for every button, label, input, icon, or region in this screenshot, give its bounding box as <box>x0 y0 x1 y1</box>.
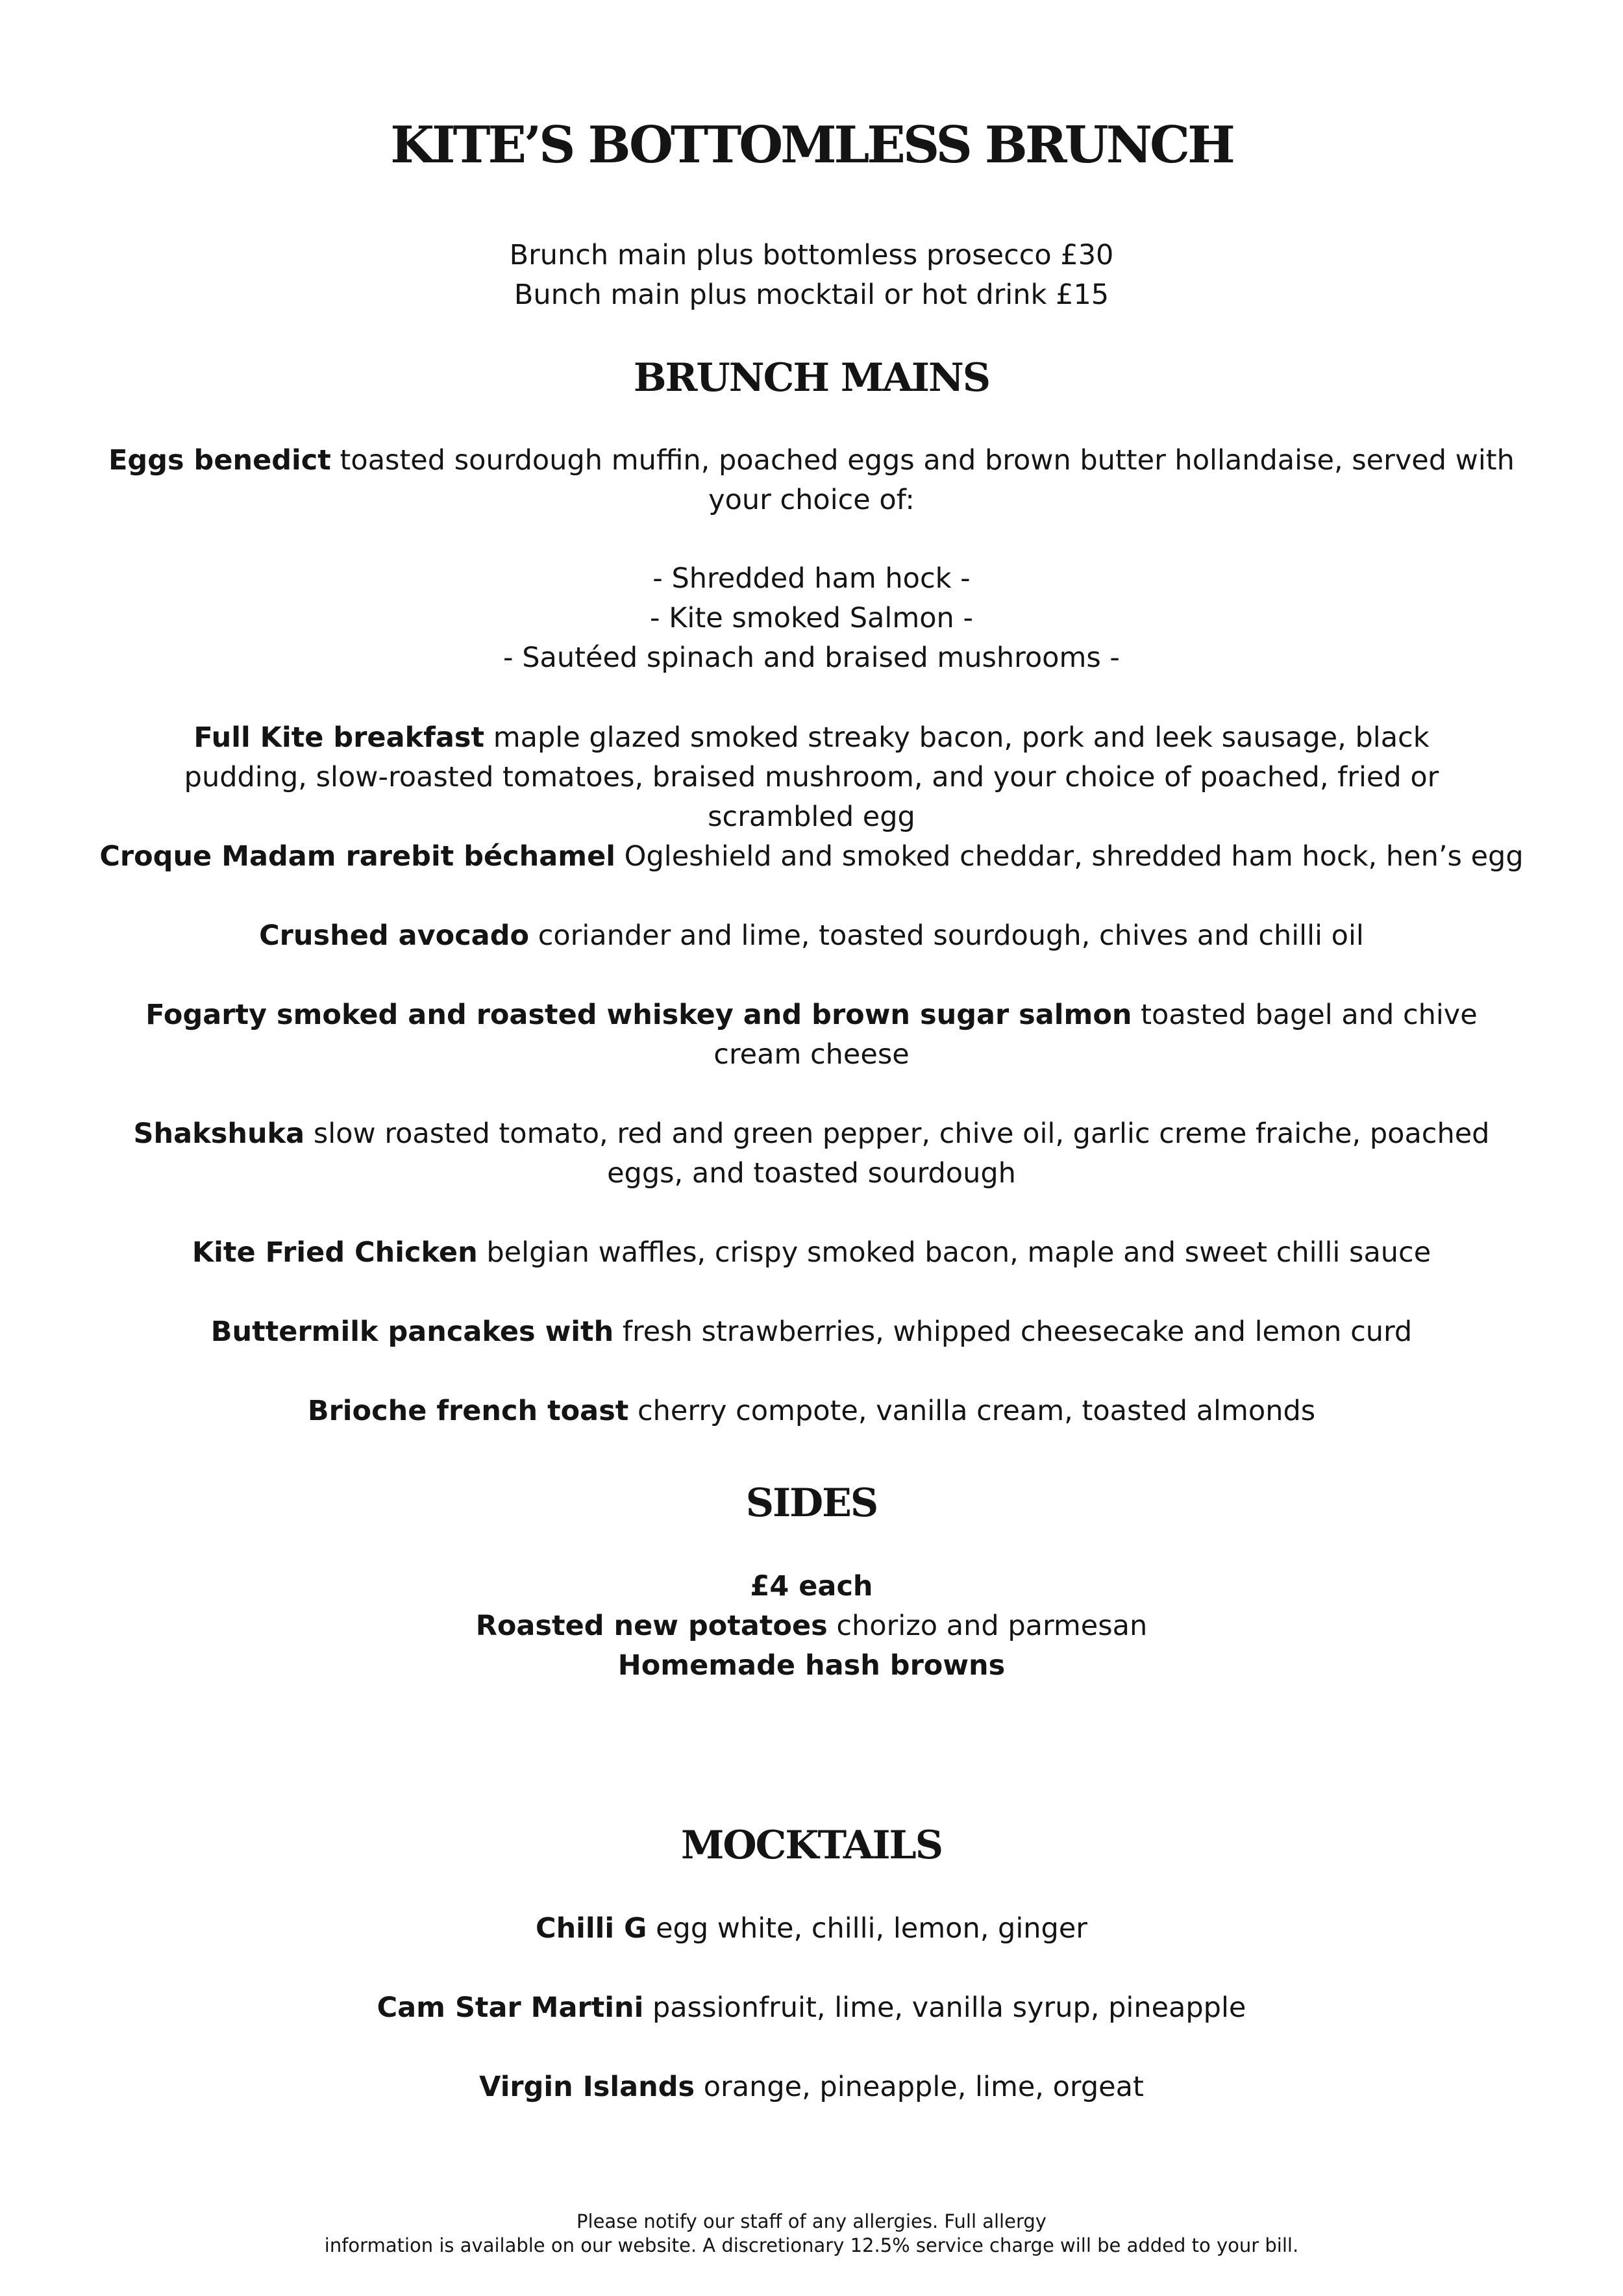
item-description: egg white, chilli, lemon, ginger <box>656 1912 1087 1945</box>
offer-prosecco: Brunch main plus bottomless prosecco £30 <box>509 239 1114 271</box>
menu-item-buttermilk-pancakes <box>0 1312 1623 1352</box>
item-name: Chilli G <box>536 1912 647 1945</box>
item-description: orange, pineapple, lime, orgeat <box>703 2071 1144 2103</box>
item-name: Homemade hash browns <box>617 1649 1006 1682</box>
item-name: Virgin Islands <box>479 2071 695 2103</box>
item-name: Shakshuka <box>133 1117 305 1150</box>
side-item-homemade-hash-browns <box>0 1646 1623 1686</box>
menu-item-crushed-avocado <box>0 916 1623 956</box>
item-description: maple glazed smoked streaky bacon, pork and leek sausage, black pudding, slow-roasted tomatoes, braised mushroom, and your choice of poached, fried or scrambled egg <box>184 721 1439 833</box>
item-name: Full Kite breakfast <box>193 721 485 754</box>
item-description: toasted sourdough muffin, poached eggs and brown butter hollandaise, served with your choice of: <box>340 444 1515 516</box>
menu-item-full-kite-breakfast <box>143 718 1480 837</box>
eggs-benedict-choice: - Sautéed spinach and braised mushrooms - <box>503 642 1120 674</box>
item-description: Ogleshield and smoked cheddar, shredded ham hock, hen’s egg <box>624 840 1524 873</box>
item-description: passionfruit, lime, vanilla syrup, pineapple <box>652 1991 1246 2024</box>
eggs-benedict-choice: - Kite smoked Salmon - <box>650 602 973 634</box>
mocktails-heading: MOCKTAILS <box>680 1823 943 1868</box>
sides-heading: SIDES <box>745 1480 878 1526</box>
item-name: Croque Madam rarebit béchamel <box>99 840 615 873</box>
menu-item-eggs-benedict <box>84 441 1539 520</box>
item-description: chorizo and parmesan <box>836 1610 1148 1642</box>
item-name: Buttermilk pancakes with <box>210 1316 614 1348</box>
menu-item-brioche-french-toast <box>0 1391 1623 1431</box>
menu-item-kite-fried-chicken <box>0 1233 1623 1273</box>
item-description: cherry compote, vanilla cream, toasted almonds <box>638 1395 1316 1427</box>
item-name: Brioche french toast <box>307 1395 629 1427</box>
mocktail-item-chilli-g <box>0 1909 1623 1949</box>
allergy-notice: Please notify our staff of any allergies. Full allergy <box>576 2210 1047 2232</box>
brunch-mains-heading: BRUNCH MAINS <box>633 355 990 401</box>
item-name: Kite Fried Chicken <box>192 1236 478 1269</box>
item-description: slow roasted tomato, red and green pepper, chive oil, garlic creme fraiche, poached eggs, and toasted sourdough <box>313 1117 1490 1190</box>
mocktail-item-cam-star-martini <box>0 1988 1623 2028</box>
item-description: fresh strawberries, whipped cheesecake and lemon curd <box>622 1316 1413 1348</box>
menu-item-shakshuka <box>110 1114 1513 1193</box>
item-description: coriander and lime, toasted sourdough, chives and chilli oil <box>538 919 1364 952</box>
item-description: toasted bagel and chive cream cheese <box>713 999 1478 1071</box>
eggs-benedict-choice: - Shredded ham hock - <box>652 562 971 595</box>
offer-mocktail: Bunch main plus mocktail or hot drink £15 <box>514 279 1109 311</box>
sides-price: £4 each <box>750 1570 873 1603</box>
service-charge-notice: information is available on our website. A discretionary 12.5% service charge will be added to your bill. <box>324 2234 1299 2256</box>
mocktail-item-virgin-islands <box>0 2067 1623 2107</box>
item-name: Crushed avocado <box>259 919 530 952</box>
item-name: Fogarty smoked and roasted whiskey and brown sugar salmon <box>145 999 1132 1031</box>
menu-item-fogarty-salmon <box>123 995 1500 1075</box>
side-item-roasted-new-potatoes <box>0 1606 1623 1646</box>
menu-item-croque-madam <box>0 837 1623 877</box>
item-name: Eggs benedict <box>108 444 331 477</box>
item-name: Cam Star Martini <box>377 1991 644 2024</box>
item-name: Roasted new potatoes <box>475 1610 828 1642</box>
item-description: belgian waffles, crispy smoked bacon, maple and sweet chilli sauce <box>486 1236 1431 1269</box>
menu-title: KITE’S BOTTOMLESS BRUNCH <box>390 116 1233 175</box>
